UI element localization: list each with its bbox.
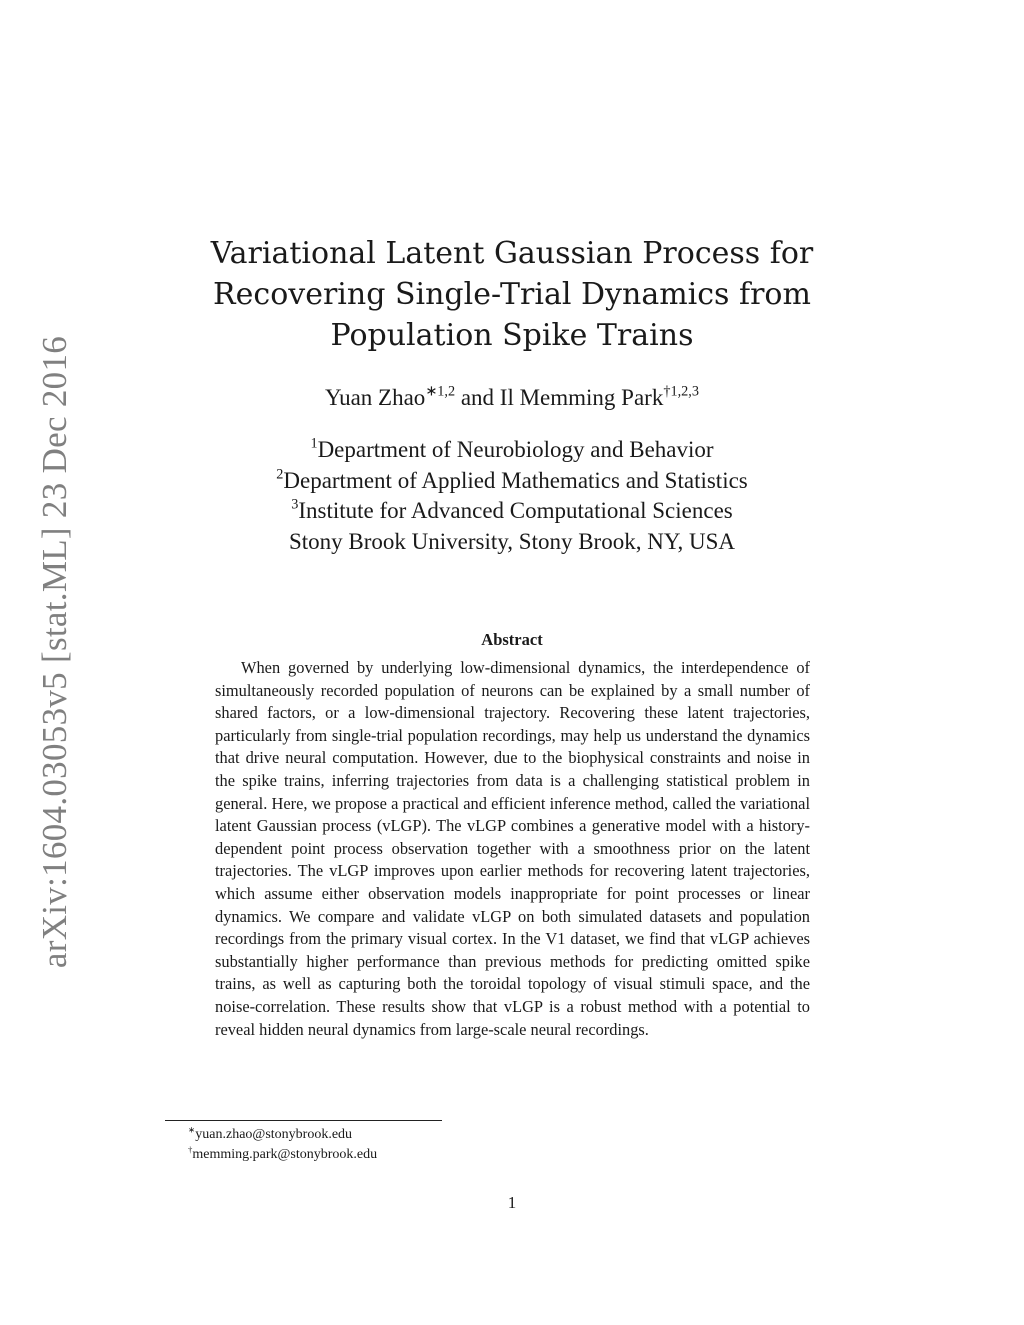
affiliations xyxy=(276,435,748,557)
arxiv-identifier-stamp: arXiv:1604.03053v5 [stat.ML] 23 Dec 2016 xyxy=(35,335,74,969)
affiliation-line xyxy=(276,527,748,558)
page-number: 1 xyxy=(507,1193,517,1212)
author-connector: and xyxy=(460,385,495,410)
author-name: Il Memming Park xyxy=(499,385,664,410)
title-line: Recovering Single-Trial Dynamics from xyxy=(213,277,811,312)
footnote-mark: ∗ xyxy=(188,1124,196,1135)
footnote-email[interactable]: memming.park@stonybrook.edu xyxy=(192,1147,378,1162)
author-affiliation-marks: ∗1,2 xyxy=(425,383,456,400)
title-line: Variational Latent Gaussian Process for xyxy=(210,236,814,271)
author-name: Yuan Zhao xyxy=(325,385,426,410)
footnote xyxy=(188,1125,377,1145)
affiliation-line xyxy=(276,435,748,466)
affiliation-text: Institute for Advanced Computational Sciences xyxy=(298,498,733,523)
paper-title xyxy=(172,233,852,356)
footnote xyxy=(188,1145,377,1165)
footnote-email[interactable]: yuan.zhao@stonybrook.edu xyxy=(195,1127,353,1142)
affiliation-line xyxy=(276,466,748,497)
title-line: Population Spike Trains xyxy=(330,318,694,353)
affiliation-text: Department of Neurobiology and Behavior xyxy=(317,437,714,462)
affiliation-line xyxy=(276,496,748,527)
footnote-divider xyxy=(165,1120,442,1121)
abstract-heading: Abstract xyxy=(481,630,543,649)
abstract-body: When governed by underlying low-dimensional dynamics, the interdependence of simultaneously recorded population of neurons can be explained by a small number of shared factors, or a low-dimensional trajectory. Recovering these latent trajectories, particularly from single-trial population recordings, may help us understand the dynamics that drive neural computation. However, due to the biophysical constraints and noise in the spike trains, inferring trajectories from data is a challenging statistical problem in general. Here, we propose a practical and efficient inference method, called the variational latent Gaussian process (vLGP). The vLGP combines a generative model with a history-dependent point process observation together with a smoothness prior on the latent trajectories. The vLGP improves upon earlier methods for recovering latent trajectories, which assume either observation models inappropriate for point processes or linear dynamics. We compare and validate vLGP on both simulated datasets and population recordings from the primary visual cortex. In the V1 dataset, we find that vLGP achieves substantially higher performance than previous methods for predicting omitted spike trains, as well as capturing both the toroidal topology of visual stimuli space, and the noise-correlation. These results show that vLGP is a robust method with a potential to reveal hidden neural dynamics from large-scale neural recordings. xyxy=(215,658,810,1039)
affiliation-text: Stony Brook University, Stony Brook, NY, USA xyxy=(289,528,735,554)
affiliation-number: 2 xyxy=(276,466,284,483)
affiliation-number: 1 xyxy=(310,435,318,452)
author-affiliation-marks: †1,2,3 xyxy=(663,383,699,400)
affiliation-text: Department of Applied Mathematics and Statistics xyxy=(283,467,748,493)
affiliation-number: 3 xyxy=(291,496,299,513)
author-list xyxy=(325,385,699,411)
footnote-mark: † xyxy=(188,1144,193,1155)
footnotes xyxy=(188,1125,377,1165)
